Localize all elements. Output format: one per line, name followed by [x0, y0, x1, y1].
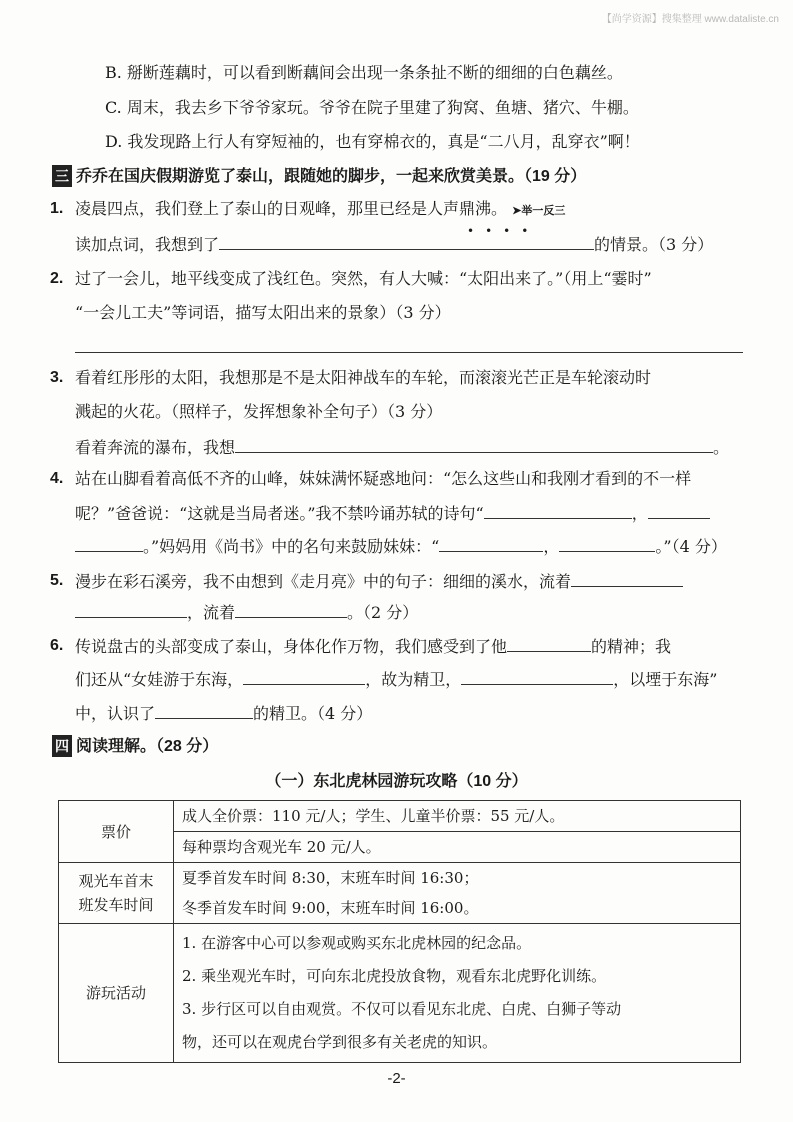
- q6-line1: 传说盘古的头部变成了泰山，身体化作万物，我们感受到了他 的精神；我: [75, 637, 672, 656]
- table-row: [59, 801, 741, 832]
- emphasis-dots: ••••: [467, 224, 540, 238]
- ticket-label: 票价: [59, 801, 174, 863]
- q4-number: 4.: [50, 470, 64, 487]
- activity-list: 1. 在游客中心可以参观或购买东北虎林园的纪念品。 2. 乘坐观光车时，可向东北虎投放食物，观看东北虎野化训练。 3. 步行区可以自由观赏。不仅可以看见东北虎、白虎、白狮子等动 物，还可以在观虎台学到很多有关老虎的知识。: [174, 924, 741, 1063]
- q4-blank-4[interactable]: [559, 535, 655, 552]
- q3-line3: 看着奔流的瀑布，我想 。: [75, 438, 730, 457]
- table-row: [59, 863, 741, 894]
- option-d: D. 我发现路上行人有穿短袖的，也有穿棉衣的，真是“二八月，乱穿衣”啊！: [105, 132, 640, 151]
- q2-line2: “一会儿工夫”等词语，描写太阳出来的景象）（3 分）: [75, 303, 451, 322]
- q5-blank-2[interactable]: [235, 601, 347, 618]
- q3-number: 3.: [50, 369, 64, 386]
- q4-blank-2b[interactable]: [75, 535, 143, 552]
- q6-blank-3[interactable]: [461, 668, 613, 685]
- q2-number: 2.: [50, 270, 64, 287]
- bus-time-1: 夏季首发车时间 8:30，末班车时间 16:30；: [174, 863, 741, 894]
- q4-blank-1[interactable]: [484, 502, 632, 519]
- q3-line2: 溅起的火花。（照样子，发挥想象补全句子）（3 分）: [75, 402, 443, 421]
- q6-line2: 们还从“女娃游于东海， ，故为精卫， ，以堙于东海”: [75, 670, 718, 689]
- q1-answer-blank[interactable]: [219, 233, 594, 250]
- activity-label: 游玩活动: [59, 924, 174, 1063]
- q1-text: 凌晨四点，我们登上了泰山的日观峰，那里已经是人声鼎沸。 ➤举一反三: [75, 199, 566, 218]
- bus-time-2: 冬季首发车时间 9:00，末班车时间 16:00。: [174, 893, 741, 924]
- q6-blank-2[interactable]: [243, 668, 365, 685]
- q4-blank-2a[interactable]: [648, 502, 710, 519]
- q3-line1: 看着红彤彤的太阳，我想那是不是太阳神战车的车轮，而滚滚光芒正是车轮滚动时: [75, 368, 652, 387]
- q1-number: 1.: [50, 200, 64, 217]
- q4-line3: 。”妈妈用《尚书》中的名句来鼓励妹妹：“ ， 。”（4 分）: [75, 535, 727, 558]
- q5-blank-1a[interactable]: [571, 570, 683, 587]
- page-number: -2-: [387, 1070, 406, 1087]
- section4-title: 阅读理解。（28 分）: [76, 738, 219, 755]
- q4-line2: 呢？”爸爸说：“这就是当局者迷。”我不禁吟诵苏轼的诗句“ ，: [75, 502, 710, 525]
- q5-line2: ，流着 。（2 分）: [75, 601, 418, 624]
- q6-number: 6.: [50, 637, 64, 654]
- q4-line1: 站在山脚看着高低不齐的山峰，妹妹满怀疑惑地问：“怎么这些山和我刚才看到的不一样: [75, 469, 692, 488]
- ticket-price-1: 成人全价票：110 元/人；学生、儿童半价票：55 元/人。: [174, 801, 741, 832]
- q5-blank-1b[interactable]: [75, 601, 187, 618]
- table-row: [59, 924, 741, 1063]
- section4-badge: 四: [52, 735, 72, 757]
- q5-number: 5.: [50, 572, 64, 589]
- q6-line3: 中，认识了 的精卫。（4 分）: [75, 704, 373, 723]
- q2-answer-line[interactable]: [75, 352, 743, 353]
- q3-answer-blank[interactable]: [235, 436, 713, 453]
- info-table: [58, 800, 741, 1063]
- option-c: C. 周末，我去乡下爷爷家玩。爷爷在院子里建了狗窝、鱼塘、猪穴、牛棚。: [105, 98, 639, 117]
- watermark: 【尚学资源】搜集整理 www.dataliste.cn: [601, 14, 779, 25]
- section3-badge: 三: [52, 165, 72, 187]
- ticket-price-2: 每种票均含观光车 20 元/人。: [174, 832, 741, 863]
- q1-line2: 读加点词，我想到了 的情景。（3 分）: [75, 235, 714, 254]
- section3-heading: [52, 165, 586, 188]
- q6-blank-1[interactable]: [507, 635, 591, 652]
- bus-label: 观光车首末 班发车时间: [59, 863, 174, 924]
- section4-heading: [52, 735, 218, 758]
- q2-line1: 过了一会儿，地平线变成了浅红色。突然，有人大喊：“太阳出来了。”（用上“霎时”: [75, 269, 652, 288]
- passage-title: （一）东北虎林园游玩攻略（10 分）: [265, 773, 528, 790]
- option-b: B. 掰断莲藕时，可以看到断藕间会出现一条条扯不断的细细的白色藕丝。: [105, 63, 623, 82]
- q1-tag: ➤举一反三: [512, 205, 566, 217]
- q4-blank-3[interactable]: [439, 535, 543, 552]
- section3-title: 乔乔在国庆假期游览了泰山，跟随她的脚步，一起来欣赏美景。（19 分）: [76, 168, 587, 185]
- q6-blank-4[interactable]: [155, 702, 253, 719]
- q5-line1: 漫步在彩石溪旁，我不由想到《走月亮》中的句子：细细的溪水，流着: [75, 570, 683, 593]
